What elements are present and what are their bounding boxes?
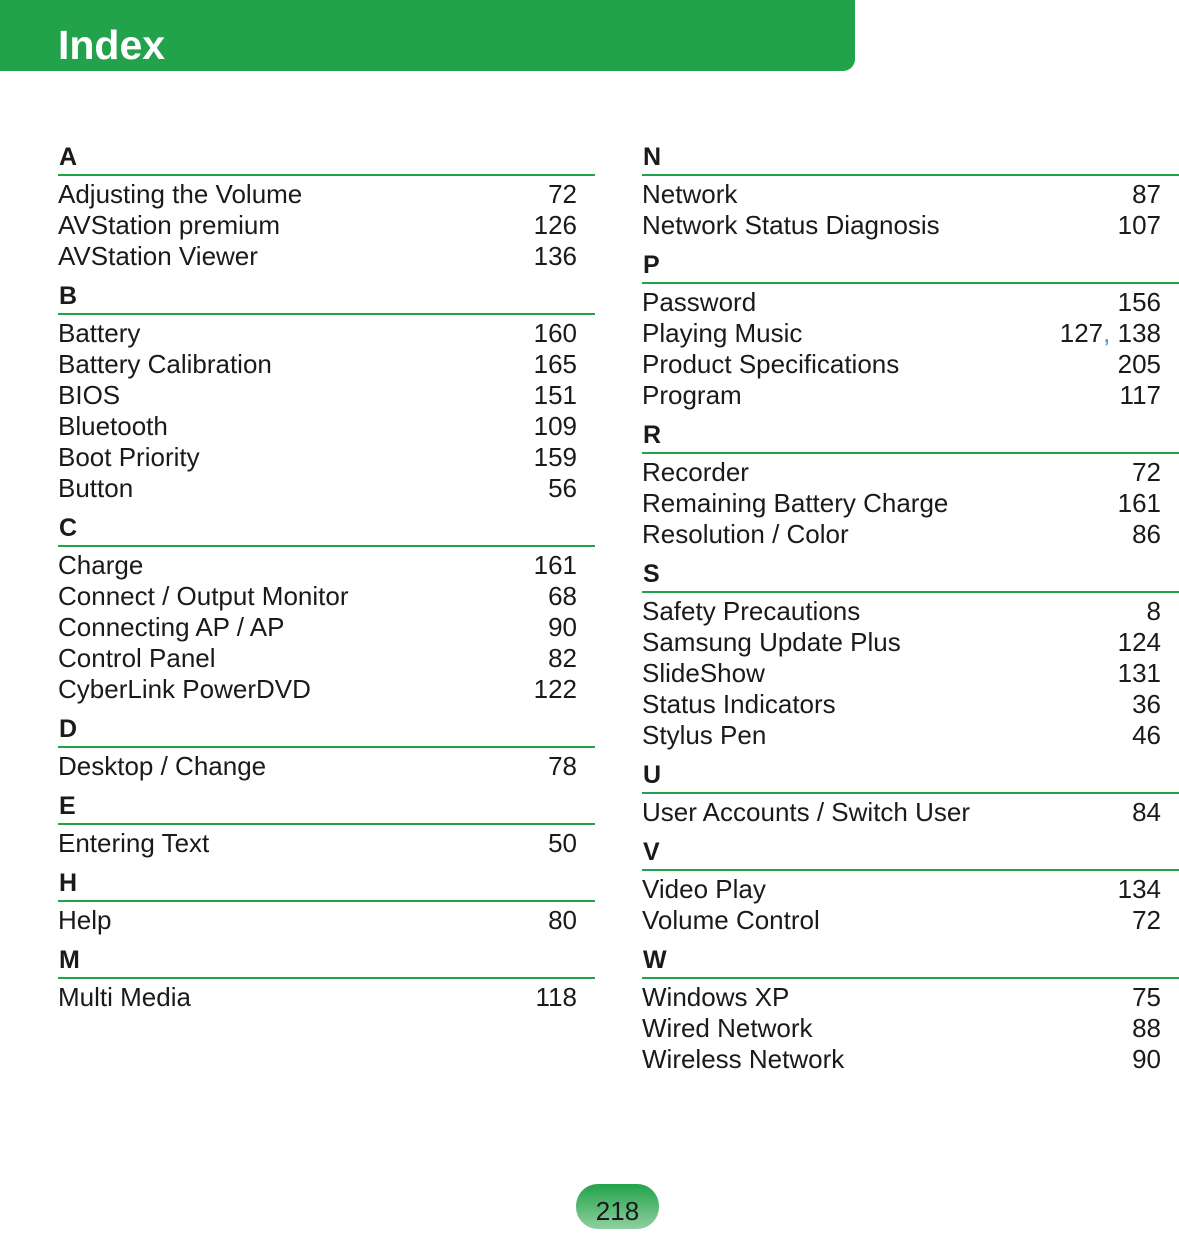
index-entry [642, 287, 1179, 318]
entry-term: Help [58, 905, 112, 935]
entry-term: Resolution / Color [642, 519, 849, 549]
entry-term: Button [58, 473, 134, 503]
index-entry [58, 318, 595, 349]
section-letter: U [642, 759, 1179, 794]
entry-page-number: 165 [533, 349, 577, 379]
entry-page [548, 751, 577, 782]
entry-page-number: 68 [548, 581, 577, 611]
entry-term: Connect / Output Monitor [58, 581, 349, 611]
index-entry [58, 442, 595, 473]
entry-term: Stylus Pen [642, 720, 767, 750]
entry-page-number: 78 [548, 751, 577, 781]
entry-term: Adjusting the Volume [58, 179, 303, 209]
entry-page [1132, 689, 1161, 720]
entry-page [1132, 1013, 1161, 1044]
entry-page [534, 349, 577, 380]
entry-term: Entering Text [58, 828, 210, 858]
entry-term: Password [642, 287, 757, 317]
entry-page-number: 161 [1117, 488, 1161, 518]
entry-page [1118, 627, 1161, 658]
section-letter: M [58, 944, 595, 979]
entry-list [642, 176, 1179, 241]
section-letter: D [58, 713, 595, 748]
entry-page-number: 72 [1132, 457, 1161, 487]
entry-page-number: 56 [548, 473, 577, 503]
entry-page-number: 8 [1146, 596, 1161, 626]
entry-page [1147, 596, 1161, 627]
entry-term: BIOS [58, 380, 121, 410]
entry-page [548, 581, 577, 612]
entry-page-number: 82 [548, 643, 577, 673]
entry-term: Connecting AP / AP [58, 612, 285, 642]
entry-page [548, 473, 577, 504]
section-letter: W [642, 944, 1179, 979]
entry-page [1118, 287, 1161, 318]
entry-page-number: 72 [548, 179, 577, 209]
entry-list [58, 902, 595, 936]
entry-page [534, 411, 577, 442]
header-bar [0, 0, 855, 71]
index-section-r [642, 419, 1179, 550]
entry-page-number: 127 [1059, 318, 1104, 348]
entry-list [58, 979, 595, 1013]
entry-page-number: 122 [533, 674, 577, 704]
entry-list [642, 454, 1179, 550]
index-entry [642, 519, 1179, 550]
entry-page [1132, 457, 1161, 488]
index-entry [58, 411, 595, 442]
index-entry [58, 179, 595, 210]
index-section-v [642, 836, 1179, 936]
entry-page-number: 75 [1132, 982, 1161, 1012]
entry-page-number: 138 [1117, 318, 1161, 348]
entry-page [1132, 179, 1161, 210]
entry-list [58, 315, 595, 504]
entry-page [1118, 349, 1161, 380]
entry-term: Charge [58, 550, 144, 580]
entry-page [548, 828, 577, 859]
entry-term: AVStation premium [58, 210, 281, 240]
entry-page-number: 90 [548, 612, 577, 642]
index-entry [58, 210, 595, 241]
index-entry [642, 797, 1179, 828]
entry-term: Volume Control [642, 905, 820, 935]
entry-page [548, 179, 577, 210]
entry-list [642, 871, 1179, 936]
entry-term: Recorder [642, 457, 749, 487]
entry-page-number: 46 [1132, 720, 1161, 750]
index-entry [642, 905, 1179, 936]
section-letter: S [642, 558, 1179, 593]
index-entry [58, 581, 595, 612]
entry-term: Samsung Update Plus [642, 627, 901, 657]
entry-list [58, 547, 595, 705]
entry-term: Network [642, 179, 738, 209]
index-section-m [58, 944, 595, 1013]
entry-term: CyberLink PowerDVD [58, 674, 311, 704]
entry-page-number: 151 [533, 380, 577, 410]
entry-page [1132, 797, 1161, 828]
entry-page [1132, 1044, 1161, 1075]
index-section-e [58, 790, 595, 859]
entry-page [534, 318, 577, 349]
index-entry [642, 457, 1179, 488]
index-entry [58, 982, 595, 1013]
entry-page-number: 205 [1117, 349, 1161, 379]
entry-term: Desktop / Change [58, 751, 267, 781]
index-entry [642, 1013, 1179, 1044]
entry-term: Battery Calibration [58, 349, 272, 379]
index-entry [642, 210, 1179, 241]
entry-page-number: 72 [1132, 905, 1161, 935]
page-title: Index [58, 22, 166, 68]
index-entry [58, 612, 595, 643]
entry-page-number: 156 [1117, 287, 1161, 317]
index-section-u [642, 759, 1179, 828]
entry-list [642, 794, 1179, 828]
entry-page [1132, 982, 1161, 1013]
entry-page-number: 124 [1117, 627, 1161, 657]
index-entry [642, 488, 1179, 519]
entry-page-number: 90 [1132, 1044, 1161, 1074]
entry-page [1132, 720, 1161, 751]
index-entry [58, 643, 595, 674]
index-entry [58, 550, 595, 581]
index-section-p [642, 249, 1179, 411]
index-entry [58, 380, 595, 411]
entry-term: Status Indicators [642, 689, 836, 719]
index-entry [642, 874, 1179, 905]
entry-term: Playing Music [642, 318, 803, 348]
index-section-s [642, 558, 1179, 751]
entry-list [58, 176, 595, 272]
section-letter: C [58, 512, 595, 547]
page-separator: , [1103, 318, 1118, 348]
entry-page [534, 241, 577, 272]
entry-page [536, 982, 577, 1013]
entry-list [642, 284, 1179, 411]
index-column-right [642, 141, 1179, 1083]
entry-term: Program [642, 380, 742, 410]
section-letter: V [642, 836, 1179, 871]
index-entry [642, 596, 1179, 627]
entry-term: SlideShow [642, 658, 765, 688]
entry-page [548, 905, 577, 936]
section-letter: A [58, 141, 595, 176]
section-letter: H [58, 867, 595, 902]
page-number: 218 [576, 1184, 659, 1229]
section-letter: N [642, 141, 1179, 176]
entry-term: AVStation Viewer [58, 241, 258, 271]
index-entry [642, 658, 1179, 689]
entry-page-number: 131 [1117, 658, 1161, 688]
entry-term: Boot Priority [58, 442, 200, 472]
entry-page-number: 136 [533, 241, 577, 271]
entry-term: Bluetooth [58, 411, 168, 441]
entry-page [534, 210, 577, 241]
index-entry [642, 689, 1179, 720]
entry-page [534, 380, 577, 411]
entry-page [534, 550, 577, 581]
entry-list [642, 593, 1179, 751]
entry-page [1118, 658, 1161, 689]
index-section-n [642, 141, 1179, 241]
entry-term: Control Panel [58, 643, 216, 673]
entry-page [548, 643, 577, 674]
entry-term: Video Play [642, 874, 766, 904]
entry-page-number: 88 [1132, 1013, 1161, 1043]
entry-term: Windows XP [642, 982, 790, 1012]
entry-page [1118, 210, 1161, 241]
entry-list [58, 748, 595, 782]
entry-page [548, 612, 577, 643]
index-section-a [58, 141, 595, 272]
index-entry [58, 473, 595, 504]
index-entry [642, 627, 1179, 658]
index-entry [58, 241, 595, 272]
entry-term: Multi Media [58, 982, 191, 1012]
section-letter: R [642, 419, 1179, 454]
entry-page [1120, 380, 1161, 411]
section-letter: B [58, 280, 595, 315]
section-letter: E [58, 790, 595, 825]
entry-page-number: 160 [533, 318, 577, 348]
entry-page-number: 50 [548, 828, 577, 858]
entry-list [642, 979, 1179, 1075]
entry-page-number: 117 [1119, 380, 1161, 410]
index-entry [58, 828, 595, 859]
section-letter: P [642, 249, 1179, 284]
index-section-h [58, 867, 595, 936]
entry-page [534, 674, 577, 705]
entry-page [1118, 874, 1161, 905]
index-entry [58, 751, 595, 782]
index-entry [642, 349, 1179, 380]
entry-page-number: 80 [548, 905, 577, 935]
entry-term: Safety Precautions [642, 596, 861, 626]
index-entry [642, 982, 1179, 1013]
index-entry [642, 720, 1179, 751]
index-entry [58, 674, 595, 705]
entry-page-number: 159 [533, 442, 577, 472]
index-section-b [58, 280, 595, 504]
index-entry [642, 179, 1179, 210]
entry-page-number: 109 [533, 411, 577, 441]
entry-term: Network Status Diagnosis [642, 210, 940, 240]
index-entry [58, 349, 595, 380]
entry-page-number: 87 [1132, 179, 1161, 209]
entry-page [1060, 318, 1161, 349]
index-section-d [58, 713, 595, 782]
entry-term: Battery [58, 318, 141, 348]
entry-term: Remaining Battery Charge [642, 488, 949, 518]
entry-page-number: 134 [1117, 874, 1161, 904]
entry-term: Product Specifications [642, 349, 900, 379]
entry-page [1132, 519, 1161, 550]
entry-list [58, 825, 595, 859]
index-entry [642, 380, 1179, 411]
index-entry [642, 1044, 1179, 1075]
entry-page-number: 107 [1117, 210, 1161, 240]
entry-term: Wireless Network [642, 1044, 845, 1074]
index-entry [642, 318, 1179, 349]
entry-term: Wired Network [642, 1013, 813, 1043]
entry-page-number: 126 [533, 210, 577, 240]
entry-page-number: 86 [1132, 519, 1161, 549]
entry-page-number: 84 [1132, 797, 1161, 827]
entry-page-number: 118 [535, 982, 577, 1012]
entry-page-number: 161 [533, 550, 577, 580]
index-entry [58, 905, 595, 936]
entry-term: User Accounts / Switch User [642, 797, 970, 827]
entry-page-number: 36 [1132, 689, 1161, 719]
entry-page [1118, 488, 1161, 519]
entry-page [534, 442, 577, 473]
index-section-w [642, 944, 1179, 1075]
entry-page [1132, 905, 1161, 936]
index-column-left [58, 141, 595, 1021]
index-section-c [58, 512, 595, 705]
